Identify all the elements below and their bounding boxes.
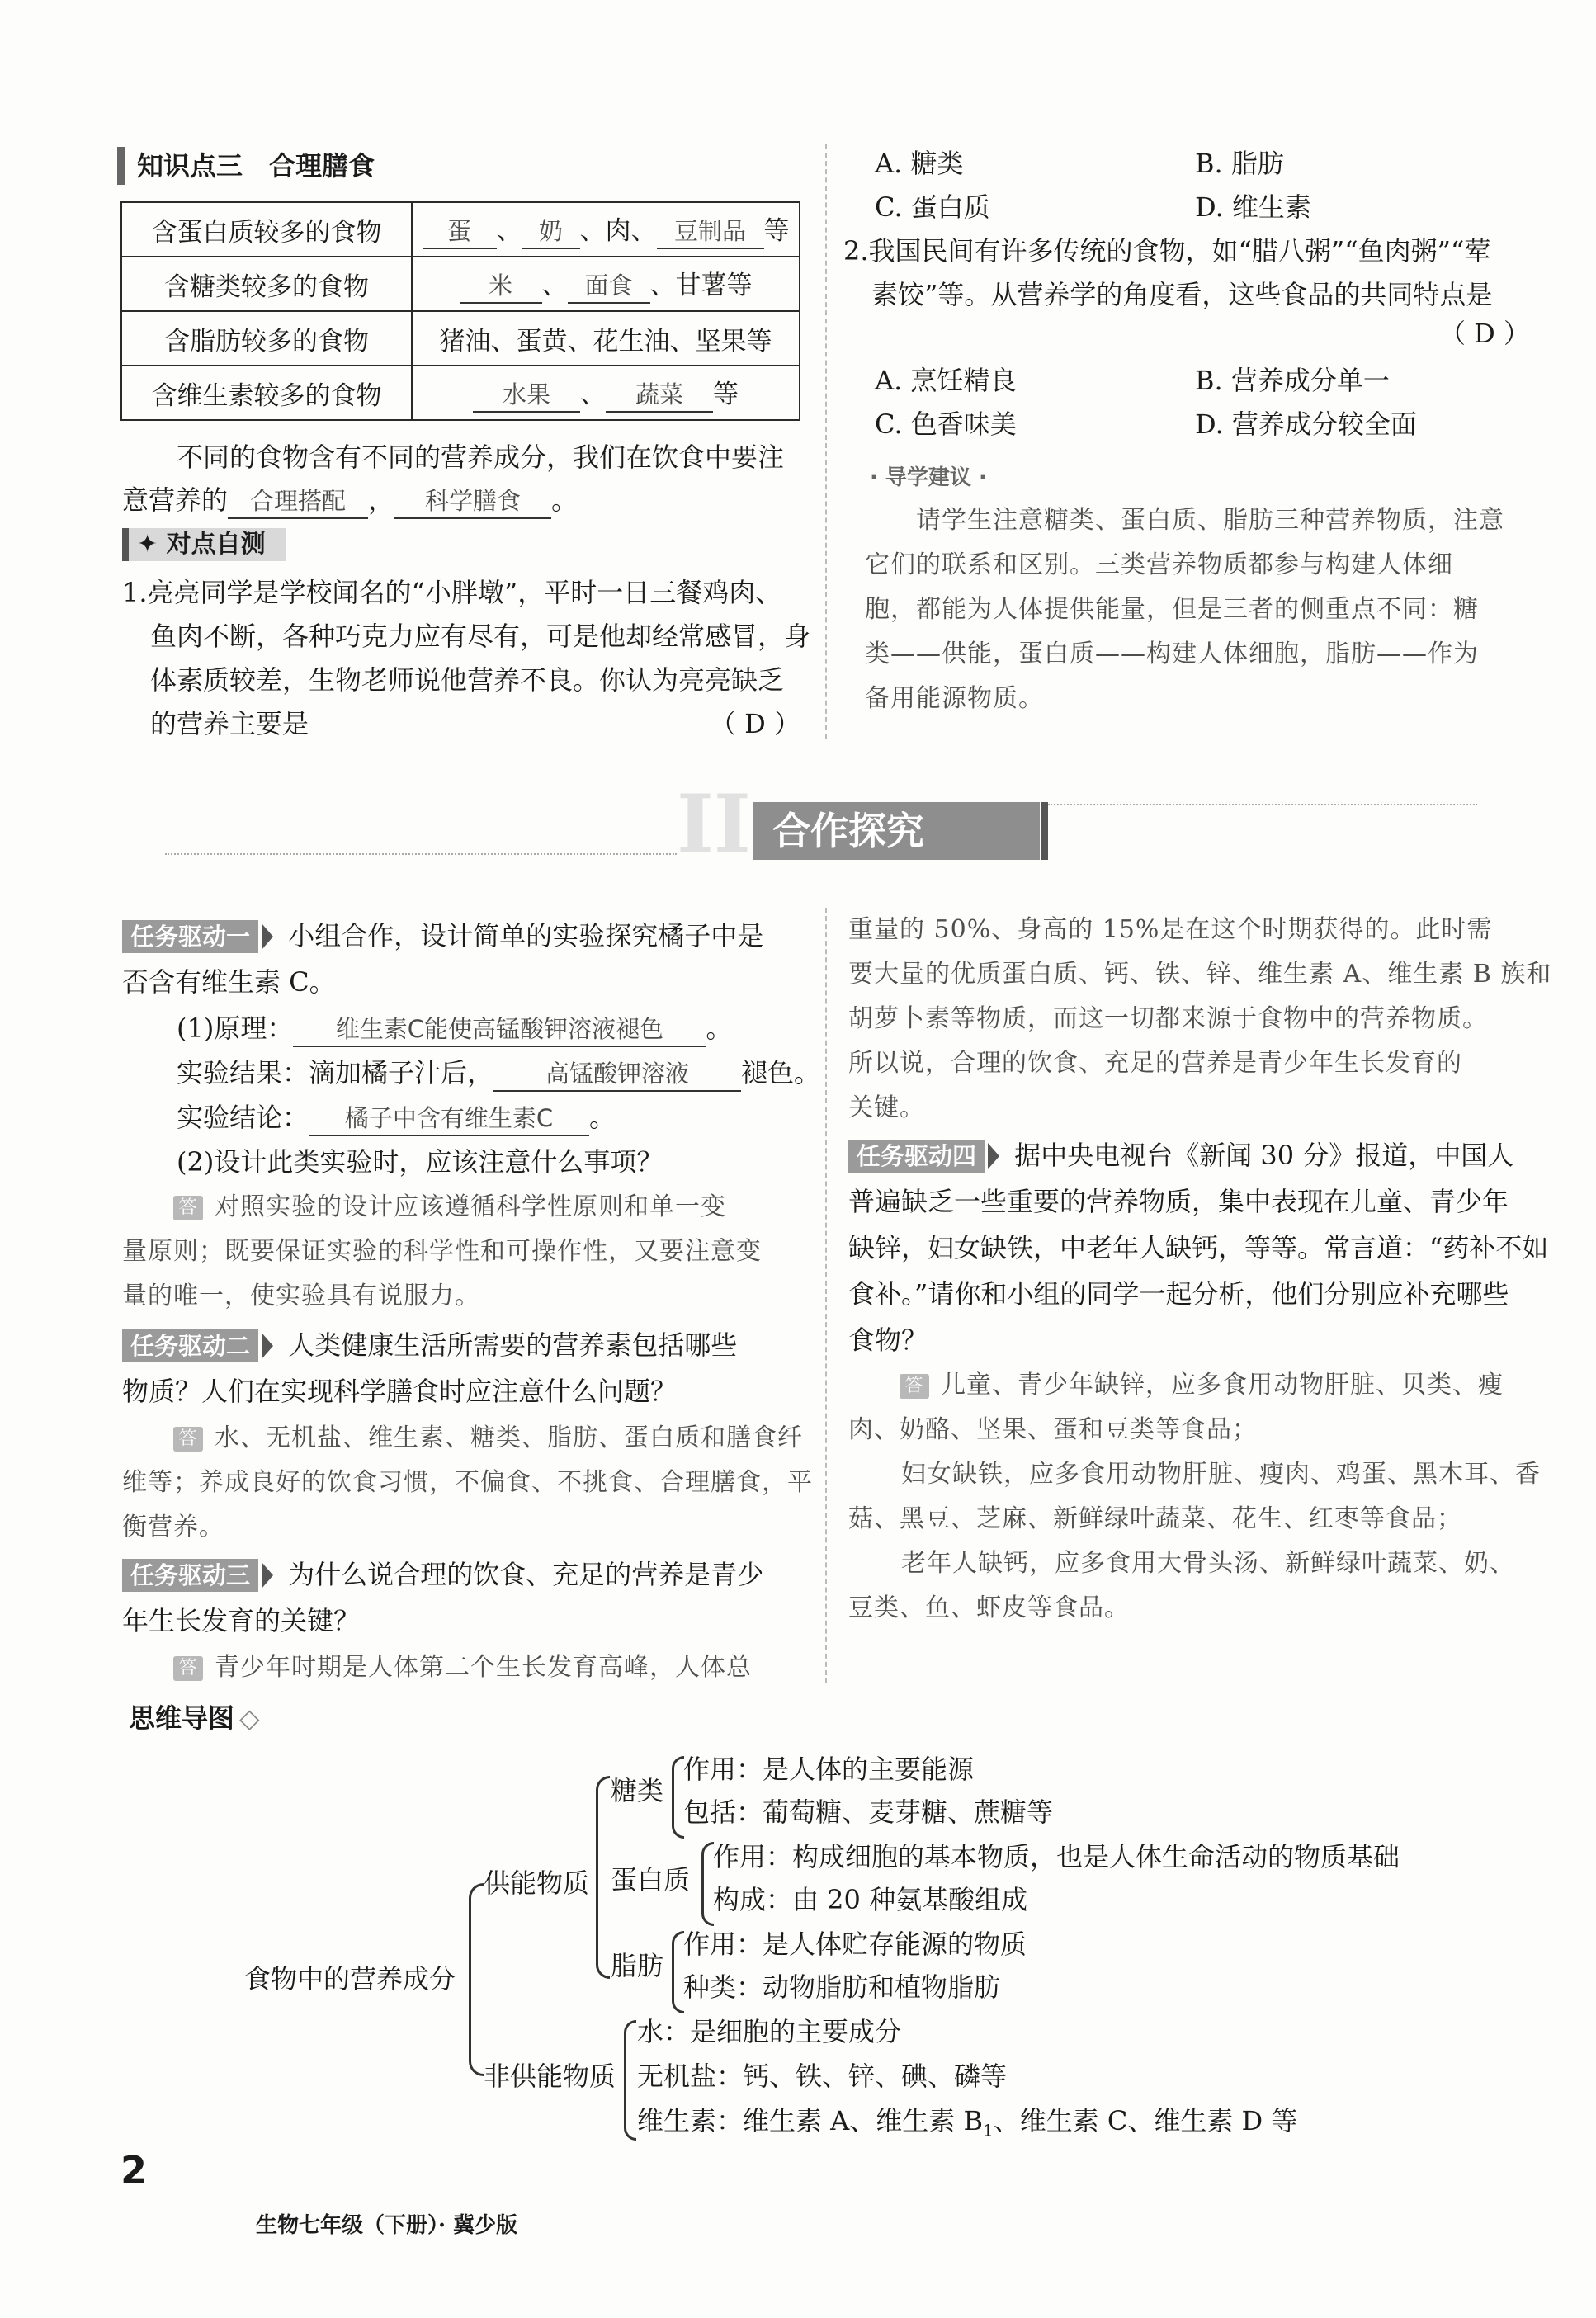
q2-answer: （ D ） bbox=[1439, 318, 1531, 349]
task4-line: 食补。”请你和小组的同学一起分析，他们分别应补充哪些 bbox=[848, 1278, 1509, 1310]
guide-line: 它们的联系和区别。三类营养物质都参与构建人体细 bbox=[865, 550, 1453, 579]
task4-line: 食物？ bbox=[848, 1324, 928, 1356]
fill-blank: 蔬菜 bbox=[606, 378, 713, 413]
task1-answer-line: 答 对照实验的设计应该遵循科学性原则和单一变 bbox=[173, 1185, 726, 1230]
q2-option-b: B. 营养成分单一 bbox=[1195, 365, 1390, 396]
task3-line2: 年生长发育的关键？ bbox=[122, 1605, 361, 1636]
task4-tag: 任务驱动四 bbox=[848, 1140, 985, 1173]
task3-answer-line: 胡萝卜素等物质，而这一切都来源于食物中的营养物质。 bbox=[848, 1004, 1488, 1033]
table-cell: 米 、 面食 、甘薯等 bbox=[412, 257, 800, 311]
q1-option-d: D. 维生素 bbox=[1195, 191, 1311, 223]
task1-principle: (1)原理： 维生素C能使高锰酸钾溶液褪色 。 bbox=[177, 1007, 732, 1050]
guide-line: 备用能源物质。 bbox=[865, 684, 1044, 713]
q1-line: 的营养主要是 bbox=[150, 708, 309, 739]
mindmap-title: 思维导图 ◇ bbox=[129, 1702, 260, 1734]
table-label: 含脂肪较多的食物 bbox=[121, 311, 412, 366]
mindmap-brace bbox=[596, 1776, 610, 1979]
table-row bbox=[121, 257, 800, 311]
mindmap-brace bbox=[701, 1842, 714, 1926]
task3-answer-line: 关键。 bbox=[848, 1093, 925, 1122]
page-number: 2 bbox=[120, 2148, 148, 2193]
task1-tag: 任务驱动一 bbox=[122, 920, 258, 953]
mindmap-item: 作用：是人体的主要能源 bbox=[683, 1754, 975, 1785]
task1-line2: 否含有维生素 C。 bbox=[122, 966, 336, 998]
mindmap-sugar: 糖类 bbox=[611, 1775, 664, 1806]
guide-line: 请学生注意糖类、蛋白质、脂肪三种营养物质，注意 bbox=[916, 506, 1504, 535]
q1-line: 体素质较差，生物老师说他营养不良。你认为亮亮缺乏 bbox=[150, 664, 785, 696]
sparkle-icon: ✦ bbox=[137, 530, 158, 559]
task1-answer-line: 量的唯一，使实验具有说服力。 bbox=[122, 1282, 480, 1310]
fill-blank: 科学膳食 bbox=[394, 484, 551, 519]
mindmap-nonenergy: 非供能物质 bbox=[484, 2061, 616, 2092]
task4-line: 缺锌，妇女缺铁，中老年人缺钙，等等。常言道：“药补不如 bbox=[848, 1232, 1549, 1263]
task4-line1: 任务驱动四 据中央电视台《新闻 30 分》报道，中国人 bbox=[848, 1134, 1513, 1178]
task3-tag: 任务驱动三 bbox=[122, 1559, 258, 1592]
section-title: 合作探究 bbox=[772, 809, 924, 853]
mindmap-energy: 供能物质 bbox=[484, 1867, 590, 1899]
fill-blank: 维生素C能使高锰酸钾溶液褪色 bbox=[293, 1013, 706, 1047]
answer-icon: 答 bbox=[173, 1196, 203, 1220]
column-divider bbox=[825, 144, 827, 739]
knowledge-para-line2: 意营养的 合理搭配 ， 科学膳食 。 bbox=[122, 479, 578, 522]
mindmap-brace bbox=[624, 2020, 636, 2141]
task1-q2: (2)设计此类实验时，应该注意什么事项？ bbox=[177, 1146, 663, 1178]
task4-answer-line: 老年人缺钙，应多食用大骨头汤、新鲜绿叶蔬菜、奶、 bbox=[901, 1549, 1515, 1578]
fill-blank: 橘子中含有维生素C bbox=[309, 1102, 589, 1136]
mindmap-item: 构成：由 20 种氨基酸组成 bbox=[713, 1884, 1028, 1915]
task3-answer-line: 所以说，合理的饮食、充足的营养是青少年生长发育的 bbox=[848, 1049, 1462, 1078]
knowledge-heading: 知识点三 合理膳食 bbox=[137, 150, 375, 182]
mindmap-protein: 蛋白质 bbox=[611, 1864, 691, 1895]
table-label: 含糖类较多的食物 bbox=[121, 257, 412, 311]
table-cell: 水果 、 蔬菜 等 bbox=[412, 366, 800, 420]
mindmap-item: 作用：是人体贮存能源的物质 bbox=[683, 1929, 1027, 1960]
q1-line: 1.亮亮同学是学校闻名的“小胖墩”，平时一日三餐鸡肉、 bbox=[122, 577, 782, 608]
q1-line: 鱼肉不断，各种巧克力应有尽有，可是他却经常感冒，身 bbox=[150, 621, 811, 652]
mindmap-fat: 脂肪 bbox=[611, 1950, 664, 1981]
task2-line1: 任务驱动二 人类健康生活所需要的营养素包括哪些 bbox=[122, 1324, 737, 1367]
mindmap-brace bbox=[672, 1931, 684, 2013]
arrow-icon: ◇ bbox=[239, 1702, 260, 1734]
banner-line-left bbox=[165, 853, 677, 855]
self-test-heading: ✦ 对点自测 bbox=[137, 530, 266, 559]
q2-option-c: C. 色香味美 bbox=[875, 408, 1017, 440]
task3-answer-line: 答 青少年时期是人体第二个生长发育高峰，人体总 bbox=[173, 1645, 752, 1690]
table-cell: 猪油、蛋黄、花生油、坚果等 bbox=[412, 311, 800, 366]
fill-blank: 面食 bbox=[568, 269, 650, 304]
fill-blank: 奶 bbox=[522, 215, 580, 249]
book-title: 生物七年级（下册）· 冀少版 bbox=[256, 2213, 518, 2238]
task2-answer-line: 衡营养。 bbox=[122, 1513, 224, 1541]
heading-bar bbox=[117, 147, 125, 185]
task2-line2: 物质？人们在实现科学膳食时应注意什么问题？ bbox=[122, 1376, 678, 1407]
task3-answer-line: 要大量的优质蛋白质、钙、铁、锌、维生素 A、维生素 B 族和 bbox=[848, 960, 1552, 989]
task1-line1: 任务驱动一 小组合作，设计简单的实验探究橘子中是 bbox=[122, 914, 763, 958]
mindmap-item: 作用：构成细胞的基本物质，也是人体生命活动的物质基础 bbox=[713, 1841, 1400, 1872]
guide-line: 胞，都能为人体提供能量，但是三者的侧重点不同：糖 bbox=[865, 595, 1479, 624]
table-row bbox=[121, 202, 800, 257]
answer-icon: 答 bbox=[173, 1427, 203, 1452]
task2-answer-line: 答 水、无机盐、维生素、糖类、脂肪、蛋白质和膳食纤 bbox=[173, 1416, 803, 1461]
task2-tag: 任务驱动二 bbox=[122, 1329, 258, 1362]
fill-blank: 豆制品 bbox=[657, 215, 764, 249]
table-row bbox=[121, 311, 800, 366]
task4-answer-line: 妇女缺铁，应多食用动物肝脏、瘦肉、鸡蛋、黑木耳、香 bbox=[901, 1460, 1541, 1489]
q2-line: 2.我国民间有许多传统的食物，如“腊八粥”“鱼肉粥”“荤 bbox=[843, 235, 1491, 267]
fill-blank: 高锰酸钾溶液 bbox=[493, 1057, 741, 1092]
answer-icon: 答 bbox=[900, 1374, 929, 1399]
task3-line1: 任务驱动三 为什么说合理的饮食、充足的营养是青少 bbox=[122, 1553, 763, 1597]
task4-answer-line: 肉、奶酪、坚果、蛋和豆类等食品； bbox=[848, 1415, 1258, 1444]
task4-line: 普遍缺乏一些重要的营养物质，集中表现在儿童、青少年 bbox=[848, 1186, 1509, 1217]
guide-line: 类——供能，蛋白质——构建人体细胞，脂肪——作为 bbox=[865, 640, 1479, 668]
table-label: 含蛋白质较多的食物 bbox=[121, 202, 412, 257]
banner-line-right bbox=[1048, 804, 1477, 805]
mindmap-brace bbox=[469, 1883, 484, 2076]
section-title-bar bbox=[1041, 802, 1048, 860]
q1-option-c: C. 蛋白质 bbox=[875, 191, 990, 223]
answer-icon: 答 bbox=[173, 1656, 203, 1681]
q2-option-a: A. 烹饪精良 bbox=[875, 365, 1017, 396]
fill-blank: 米 bbox=[460, 269, 542, 304]
task1-result: 实验结果：滴加橘子汁后， 高锰酸钾溶液 褪色。 bbox=[177, 1051, 820, 1095]
task4-answer-line: 菇、黑豆、芝麻、新鲜绿叶蔬菜、花生、红枣等食品； bbox=[848, 1504, 1462, 1533]
mindmap-item: 种类：动物脂肪和植物脂肪 bbox=[683, 1971, 1001, 2003]
q2-option-d: D. 营养成分较全面 bbox=[1195, 408, 1417, 440]
task4-answer-line: 答 儿童、青少年缺锌，应多食用动物肝脏、贝类、瘦 bbox=[900, 1363, 1504, 1408]
column-divider bbox=[825, 908, 827, 1683]
q2-line: 素饺”等。从营养学的角度看，这些食品的共同特点是 bbox=[871, 279, 1493, 310]
task4-answer-line: 豆类、鱼、虾皮等食品。 bbox=[848, 1593, 1130, 1622]
section-letter: II bbox=[677, 777, 751, 871]
table-row bbox=[121, 366, 800, 420]
table-label: 含维生素较多的食物 bbox=[121, 366, 412, 420]
mindmap-root: 食物中的营养成分 bbox=[244, 1963, 456, 1995]
knowledge-para-line1: 不同的食物含有不同的营养成分，我们在饮食中要注 bbox=[177, 441, 785, 473]
mindmap-item: 无机盐：钙、铁、锌、碘、磷等 bbox=[637, 2061, 1008, 2092]
mindmap-brace bbox=[672, 1756, 684, 1839]
task2-answer-line: 维等；养成良好的饮食习惯，不偏食、不挑食、合理膳食，平 bbox=[122, 1468, 813, 1497]
food-table bbox=[120, 201, 800, 421]
task1-answer-line: 量原则；既要保证实验的科学性和可操作性，又要注意变 bbox=[122, 1237, 762, 1266]
table-cell: 蛋 、 奶 、肉、 豆制品 等 bbox=[412, 202, 800, 257]
fill-blank: 蛋 bbox=[423, 215, 497, 249]
task1-conclusion: 实验结论： 橘子中含有维生素C 。 bbox=[177, 1096, 616, 1140]
task3-answer-line: 重量的 50%、身高的 15%是在这个时期获得的。此时需 bbox=[848, 915, 1493, 944]
guide-heading: · 导学建议 · bbox=[870, 465, 987, 490]
q1-option-b: B. 脂肪 bbox=[1195, 148, 1284, 179]
mindmap-item: 水：是细胞的主要成分 bbox=[637, 2016, 902, 2047]
fill-blank: 水果 bbox=[473, 378, 580, 413]
q1-option-a: A. 糖类 bbox=[875, 148, 964, 179]
fill-blank: 合理搭配 bbox=[228, 484, 368, 519]
mindmap-item: 包括：葡萄糖、麦芽糖、蔗糖等 bbox=[683, 1796, 1054, 1828]
mindmap-item: 维生素：维生素 A、维生素 $B_1$、维生素 C、维生素 D 等 bbox=[637, 2105, 1298, 2141]
q1-answer: （ D ） bbox=[710, 708, 801, 739]
